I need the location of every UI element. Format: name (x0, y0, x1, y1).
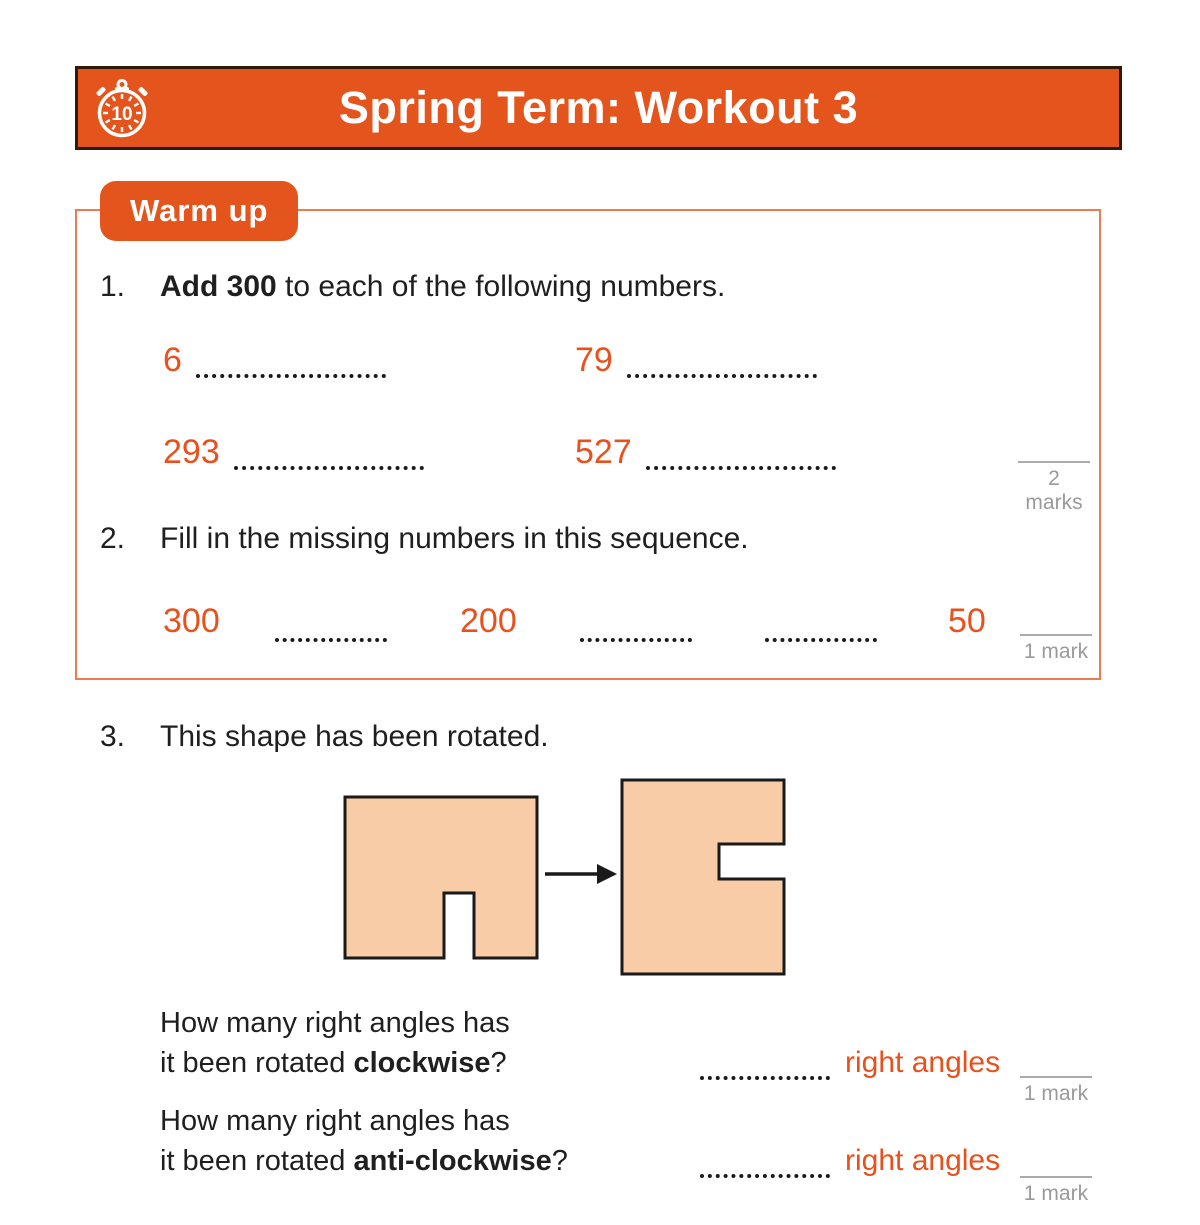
q1-item-number: 79 (575, 341, 613, 379)
answer-blank[interactable] (196, 374, 386, 378)
answer-blank[interactable] (700, 1076, 830, 1080)
subq2-line2-prefix: it been rotated (160, 1145, 354, 1177)
subq1-line2-suffix: ? (490, 1047, 507, 1079)
subq1-answer-unit-label: right angles (845, 1046, 1001, 1079)
q1-item-number: 6 (163, 341, 182, 379)
q1-answer-item (575, 426, 836, 472)
q1-answer-item (575, 334, 817, 380)
shape-after-rotation (620, 778, 786, 976)
rotation-arrow-icon (545, 858, 619, 890)
question1-number: 1. (100, 270, 126, 303)
header-bar (75, 66, 1122, 150)
timer-minutes-label: 10 (111, 104, 133, 125)
answer-blank[interactable] (580, 638, 692, 642)
q1-answer-item (163, 334, 386, 380)
answer-blank[interactable] (275, 638, 387, 642)
sequence-value: 300 (163, 602, 220, 640)
question3-number: 3. (100, 720, 126, 753)
answer-blank[interactable] (627, 374, 817, 378)
q1-item-number: 527 (575, 433, 632, 471)
question2-number: 2. (100, 522, 126, 555)
subq1-line1: How many right angles has (160, 1007, 510, 1039)
answer-blank[interactable] (646, 466, 836, 470)
q1-item-number: 293 (163, 433, 220, 471)
page-title: Spring Term: Workout 3 (338, 82, 859, 133)
subq1-line2 (160, 1046, 507, 1080)
subq1-marks-badge: 1 mark (1020, 1076, 1092, 1106)
subq1-line2-prefix: it been rotated (160, 1047, 354, 1079)
question1-prompt-rest: to each of the following numbers. (276, 270, 726, 303)
question1-prompt (160, 270, 725, 304)
answer-blank[interactable] (700, 1174, 830, 1178)
stopwatch-timer-icon (90, 76, 154, 140)
sequence-value: 200 (460, 602, 517, 640)
subq2-answer-unit-label: right angles (845, 1144, 1001, 1177)
warmup-badge: Warm up (100, 181, 298, 241)
subq1-line2-bold: clockwise (353, 1047, 491, 1079)
answer-blank[interactable] (765, 638, 877, 642)
sequence-value: 50 (948, 602, 986, 640)
shape-before-rotation (343, 795, 539, 960)
subq2-line1: How many right angles has (160, 1105, 510, 1137)
q1-answer-item (163, 426, 424, 472)
subq2-line2 (160, 1144, 568, 1178)
subq2-marks-badge: 1 mark (1020, 1176, 1092, 1206)
question2-prompt: Fill in the missing numbers in this sequence. (160, 522, 749, 555)
question3-prompt: This shape has been rotated. (160, 720, 549, 753)
subq2-line2-suffix: ? (551, 1145, 568, 1177)
answer-blank[interactable] (234, 466, 424, 470)
subq2-line2-bold: anti-clockwise (353, 1145, 552, 1177)
question1-prompt-bold: Add 300 (160, 270, 277, 303)
q1-marks-badge: 2 marks (1018, 461, 1090, 515)
q2-marks-badge: 1 mark (1020, 634, 1092, 664)
